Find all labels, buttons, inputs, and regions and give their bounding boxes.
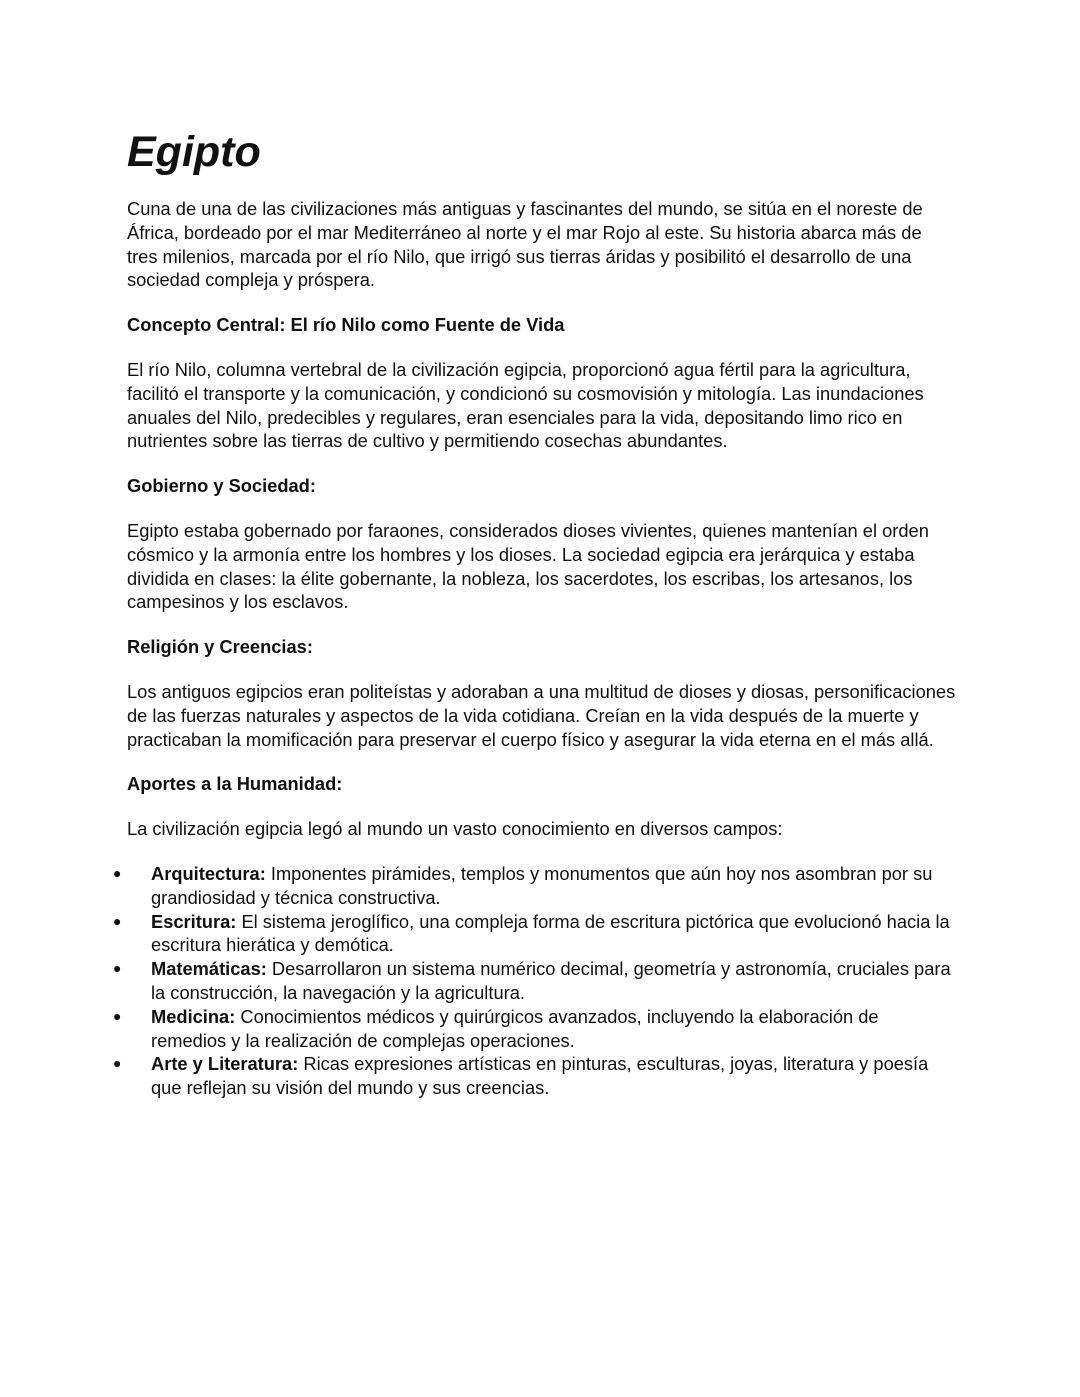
- bullet-icon: ●: [113, 864, 122, 881]
- section-text-government: Egipto estaba gobernado por faraones, considerados dioses vivientes, quienes mantenían el orden cósmico y la armonía entre los hombres y los dioses. La sociedad egipcia era jerárquica y estaba dividida en clases: la élite gobernante, la nobleza, los sacerdotes, los escribas, los artesanos, los campesinos y los esclavos.: [127, 519, 929, 613]
- list-item-term: Medicina:: [151, 1005, 236, 1027]
- section-text-contributions: La civilización egipcia legó al mundo un vasto conocimiento en diversos campos:: [127, 818, 783, 840]
- list-item-description: El sistema jeroglífico, una compleja forma de escritura pictórica que evolucionó hacia la escritura hierática y demótica.: [151, 910, 950, 956]
- list-item-term: Arte y Literatura:: [151, 1053, 299, 1075]
- section-text-nile: El río Nilo, columna vertebral de la civilización egipcia, proporcionó agua fértil para la agricultura, facilitó el transporte y la comunicación, y condicionó su cosmovisión y mitología. Las inundaciones anuales del Nilo, predecibles y regulares, eran esenciales para la vida, depositando limo rico en nutrientes sobre las tierras de cultivo y permitiendo cosechas abundantes.: [127, 358, 924, 452]
- list-item-term: Matemáticas:: [151, 958, 267, 980]
- list-item-description: Desarrollaron un sistema numérico decimal, geometría y astronomía, cruciales para la construcción, la navegación y la agricultura.: [151, 958, 951, 1003]
- intro-paragraph: Cuna de una de las civilizaciones más antiguas y fascinantes del mundo, se sitúa en el noreste de África, bordeado por el mar Mediterráneo al norte y el mar Rojo al este. Su historia abarca más de tres milenios, marcada por el río Nilo, que irrigó sus tierras áridas y posibilitó el desarrollo de una sociedad compleja y próspera.: [127, 198, 923, 291]
- list-item-description: Conocimientos médicos y quirúrgicos avanzados, incluyendo la elaboración de remedios y la realización de complejas operaciones.: [151, 1005, 879, 1051]
- list-item-term: Arquitectura:: [151, 862, 266, 884]
- list-item: [113, 910, 957, 958]
- bullet-icon: ●: [113, 1055, 122, 1072]
- section-heading-religion: Religión y Creencias:: [127, 636, 313, 658]
- list-item-description: Imponentes pirámides, templos y monumentos que aún hoy nos asombran por su grandiosidad y técnica constructiva.: [151, 862, 933, 908]
- bullet-icon: ●: [113, 912, 122, 929]
- list-item: [113, 1052, 957, 1100]
- section-text-religion: Los antiguos egipcios eran politeístas y adoraban a una multitud de dioses y diosas, personificaciones de las fuerzas naturales y aspectos de la vida cotidiana. Creían en la vida después de la muerte y practicaban la momificación para preservar el cuerpo físico y asegurar la vida eterna en el más allá.: [127, 680, 956, 750]
- document-title: Egipto: [127, 128, 261, 176]
- list-item: [113, 862, 957, 910]
- bullet-icon: ●: [113, 960, 122, 977]
- list-item-term: Escritura:: [151, 910, 237, 932]
- section-heading-contributions: Aportes a la Humanidad:: [127, 773, 343, 795]
- section-heading-government: Gobierno y Sociedad:: [127, 475, 316, 497]
- section-heading-nile: Concepto Central: El río Nilo como Fuente de Vida: [127, 314, 565, 336]
- list-item: [113, 957, 957, 1005]
- contributions-list: [113, 862, 957, 1100]
- list-item: [113, 1005, 957, 1053]
- document-page: [113, 120, 957, 1100]
- bullet-icon: ●: [113, 1007, 122, 1024]
- list-item-description: Ricas expresiones artísticas en pinturas, esculturas, joyas, literatura y poesía que reflejan su visión del mundo y sus creencias.: [151, 1053, 929, 1099]
